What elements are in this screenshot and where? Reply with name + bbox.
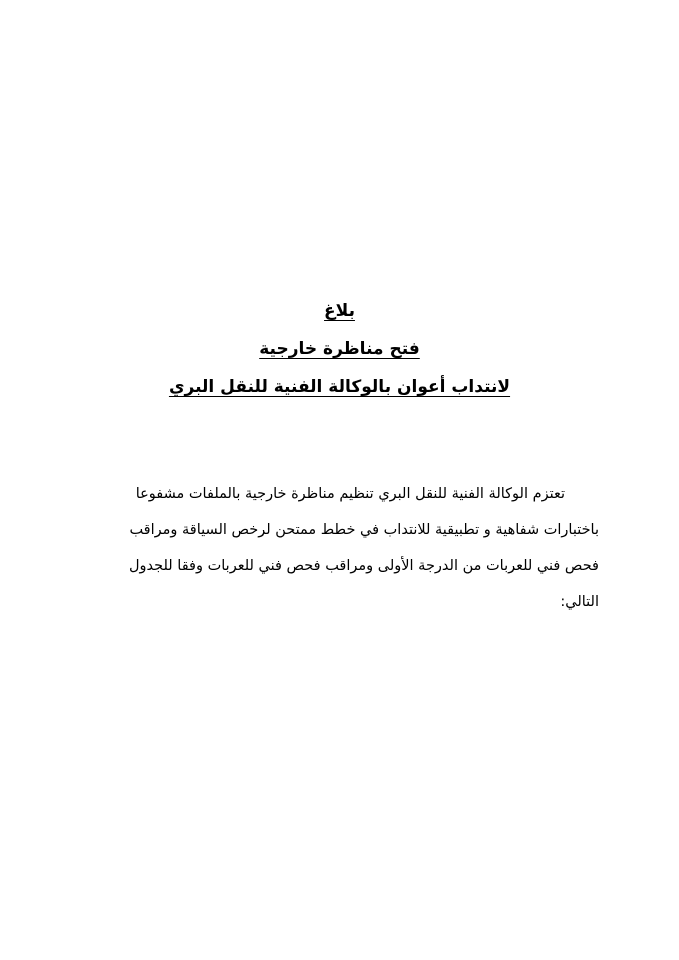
body-line: التالي: xyxy=(560,594,599,610)
body-line: فحص فني للعربات من الدرجة الأولى ومراقب فحص فني للعربات وفقا للجدول xyxy=(128,558,599,574)
body-line: باختبارات شفاهية و تطبيقية للانتداب في خطط ممتحن لرخص السياقة ومراقب xyxy=(129,522,599,538)
announcement-body xyxy=(79,476,599,620)
announcement-purpose: لانتداب أعوان بالوكالة الفنية للنقل البري xyxy=(168,377,511,397)
announcement-title: بلاغ xyxy=(324,301,355,321)
body-line: تعتزم الوكالة الفنية للنقل البري تنظيم مناظرة خارجية بالملفات مشفوعا xyxy=(135,486,565,502)
announcement-header xyxy=(80,292,599,406)
announcement-subtitle: فتح مناظرة خارجية xyxy=(259,339,420,359)
